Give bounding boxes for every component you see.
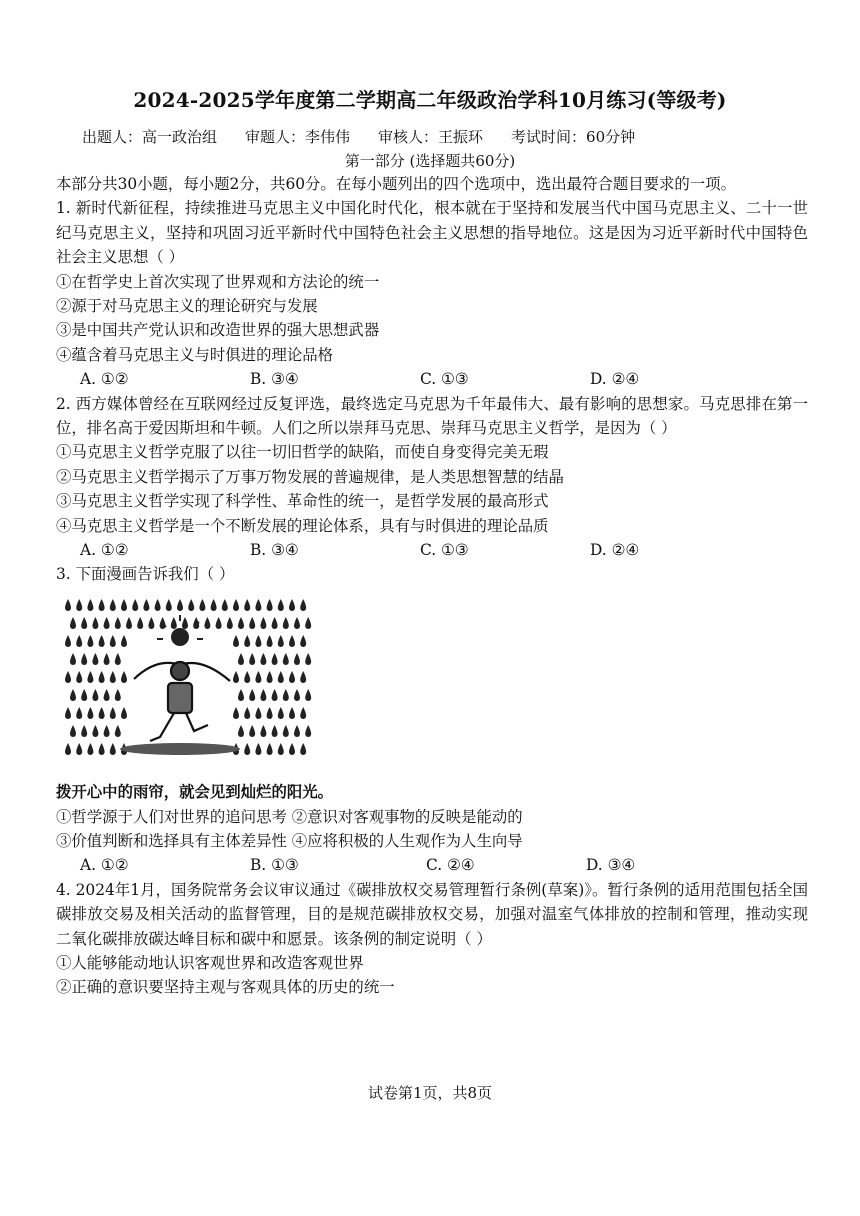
question-2-item: ③马克思主义哲学实现了科学性、革命性的统一，是哲学发展的最高形式 [56, 492, 549, 511]
raindrop [99, 635, 105, 647]
raindrop [294, 689, 300, 701]
raindrop [289, 743, 295, 755]
raindrop [305, 617, 311, 629]
raindrop [137, 617, 143, 629]
raindrop [233, 707, 239, 719]
raindrop [65, 599, 71, 611]
raindrop [267, 635, 273, 647]
raindrop [233, 599, 239, 611]
raindrop [171, 617, 177, 629]
raindrop [87, 671, 93, 683]
raindrop [255, 635, 261, 647]
option-b[interactable]: B. ③④ [250, 370, 299, 389]
ground-shadow [120, 743, 240, 755]
raindrop [272, 725, 278, 737]
question-3-options [56, 853, 808, 877]
page-footer: 试卷第1页，共8页 [367, 1084, 493, 1102]
raindrop [300, 707, 306, 719]
raindrop [99, 707, 105, 719]
raindrop [283, 725, 289, 737]
raindrop [182, 617, 188, 629]
raindrop [244, 599, 250, 611]
raindrop [289, 671, 295, 683]
raindrop [99, 599, 105, 611]
raindrop [249, 725, 255, 737]
raindrop [121, 671, 127, 683]
raindrop [148, 617, 154, 629]
raindrop [115, 617, 121, 629]
raindrop [294, 653, 300, 665]
raindrop [305, 689, 311, 701]
raindrop [294, 725, 300, 737]
raindrop [216, 617, 222, 629]
info-reviewer: 审题人：李伟伟 [245, 128, 351, 146]
raindrop [121, 599, 127, 611]
option-a[interactable]: A. ①② [80, 370, 129, 389]
raindrop [76, 707, 82, 719]
info-checker: 审核人：王振环 [378, 128, 484, 146]
raindrop [65, 635, 71, 647]
raindrop [300, 743, 306, 755]
question-2-item: ②马克思主义哲学揭示了万事万物发展的普遍规律，是人类思想智慧的结晶 [56, 467, 564, 486]
intro-text: 本部分共30小题，每小题2分，共60分。在每小题列出的四个选项中，选出最符合题目要求的一项。 [56, 175, 736, 193]
question-body [56, 172, 808, 1000]
raindrop [110, 635, 116, 647]
raindrop [272, 653, 278, 665]
question-2-item: ④马克思主义哲学是一个不断发展的理论体系，具有与时俱进的理论品质 [56, 516, 549, 535]
section-heading: 第一部分 (选择题共60分) [344, 152, 516, 170]
question-1-item: ③是中国共产党认识和改造世界的强大思想武器 [56, 321, 380, 340]
raindrop [260, 725, 266, 737]
raindrop [238, 617, 244, 629]
raindrop [177, 599, 183, 611]
raindrop [278, 599, 284, 611]
raindrop [70, 617, 76, 629]
question-1-item: ④蕴含着马克思主义与时俱进的理论品格 [56, 345, 334, 364]
raindrop [155, 599, 161, 611]
exam-info [82, 126, 635, 147]
raindrop [278, 743, 284, 755]
raindrop [65, 671, 71, 683]
raindrop [272, 617, 278, 629]
raindrop [211, 599, 217, 611]
raindrop [65, 707, 71, 719]
raindrop [300, 671, 306, 683]
raindrop [104, 725, 110, 737]
sun-icon [171, 628, 189, 646]
raindrop [81, 725, 87, 737]
raindrop [283, 653, 289, 665]
raindrop [238, 725, 244, 737]
raindrop [255, 707, 261, 719]
raindrop [249, 689, 255, 701]
raindrop [81, 653, 87, 665]
raindrop [278, 635, 284, 647]
raindrop [104, 689, 110, 701]
raindrop [300, 599, 306, 611]
option-d[interactable]: D. ②④ [590, 540, 640, 559]
question-4-item: ②正确的意识要坚持主观与客观具体的历史的统一 [56, 978, 395, 997]
raindrop [272, 689, 278, 701]
raindrop [76, 743, 82, 755]
raindrop [70, 689, 76, 701]
raindrop [244, 707, 250, 719]
option-b[interactable]: B. ③④ [250, 540, 299, 559]
raindrop [249, 617, 255, 629]
raindrop [267, 671, 273, 683]
raindrop [278, 707, 284, 719]
raindrop [255, 599, 261, 611]
raindrop [244, 671, 250, 683]
raindrop [244, 635, 250, 647]
page-title: 2024-2025学年度第二学期高二年级政治学科10月练习(等级考) [133, 88, 727, 112]
raindrop [110, 743, 116, 755]
raindrop [289, 635, 295, 647]
raindrop [104, 617, 110, 629]
raindrop [115, 725, 121, 737]
raindrop [65, 743, 71, 755]
raindrop [92, 689, 98, 701]
raindrop [143, 599, 149, 611]
option-c[interactable]: C. ①③ [420, 370, 469, 389]
raindrop [110, 707, 116, 719]
raindrop [199, 599, 205, 611]
raindrop [267, 599, 273, 611]
raindrop [76, 671, 82, 683]
raindrop [81, 617, 87, 629]
raindrop [260, 653, 266, 665]
raindrop [110, 671, 116, 683]
raindrop [87, 707, 93, 719]
raindrop [204, 617, 210, 629]
question-4-stem: 4. 2024年1月，国务院常务会议审议通过《碳排放权交易管理暂行条例(草案)》。暂行条例的适用范围包括全国碳排放交易及相关活动的监督管理，目的是规范碳排放权交易，加强对温室气体排放的控制和管理，推动实现二氧化碳排放碳达峰目标和碳中和愿景。该条例的制定说明（ ） [56, 880, 808, 948]
raindrop [70, 725, 76, 737]
raindrop [126, 617, 132, 629]
option-a[interactable]: A. ①② [80, 856, 129, 875]
option-b[interactable]: B. ①③ [250, 856, 299, 875]
raindrop [81, 689, 87, 701]
raindrop [283, 689, 289, 701]
raindrop [244, 743, 250, 755]
raindrop [255, 743, 261, 755]
raindrop [121, 707, 127, 719]
question-2-item: ①马克思主义哲学克服了以往一切旧哲学的缺陷，而使自身变得完美无瑕 [56, 443, 549, 462]
question-3-item: ①哲学源于人们对世界的追问思考 ②意识对客观事物的反映是能动的 [56, 807, 523, 826]
raindrop [92, 725, 98, 737]
option-c[interactable]: C. ①③ [420, 540, 469, 559]
raindrop [132, 599, 138, 611]
raindrop [227, 617, 233, 629]
raindrop [121, 635, 127, 647]
raindrop [70, 653, 76, 665]
raindrop [267, 743, 273, 755]
raindrop [92, 617, 98, 629]
question-1-item: ②源于对马克思主义的理论研究与发展 [56, 297, 318, 316]
raindrop [283, 617, 289, 629]
raindrop [99, 743, 105, 755]
option-c[interactable]: C. ②④ [426, 856, 475, 875]
raindrop [76, 599, 82, 611]
raindrop [294, 617, 300, 629]
raindrop [99, 671, 105, 683]
raindrop [300, 635, 306, 647]
raindrop [238, 653, 244, 665]
raindrop [115, 689, 121, 701]
raindrop [87, 635, 93, 647]
question-4-item: ①人能够能动地认识客观世界和改造客观世界 [56, 953, 364, 972]
raindrop [87, 599, 93, 611]
person-figure [134, 662, 230, 741]
raindrop [289, 599, 295, 611]
raindrop [166, 599, 172, 611]
rain-cartoon-image [62, 591, 314, 767]
raindrop [92, 653, 98, 665]
raindrop [76, 635, 82, 647]
question-2-options [56, 538, 808, 562]
question-2-stem: 2. 西方媒体曾经在互联网经过反复评选，最终选定马克思为千年最伟大、最有影响的思想家。马克思排在第一位，排名高于爱因斯坦和牛顿。人们之所以崇拜马克思、崇拜马克思主义哲学，是因为（ ） [56, 394, 808, 437]
raindrop [110, 599, 116, 611]
option-d[interactable]: D. ②④ [590, 370, 640, 389]
option-d[interactable]: D. ③④ [586, 856, 636, 875]
raindrop [255, 671, 261, 683]
question-3-item: ③价值判断和选择具有主体差异性 ④应将积极的人生观作为人生向导 [56, 831, 523, 850]
raindrop [238, 689, 244, 701]
question-3-caption: 拨开心中的雨帘，就会见到灿烂的阳光。 [56, 783, 334, 802]
raindrop [278, 671, 284, 683]
question-1-options [56, 367, 808, 391]
raindrop [104, 653, 110, 665]
raindrop [249, 653, 255, 665]
raindrop [222, 599, 228, 611]
question-1-item: ①在哲学史上首次实现了世界观和方法论的统一 [56, 272, 380, 291]
raindrop [87, 743, 93, 755]
raindrop [233, 635, 239, 647]
question-1-stem: 1. 新时代新征程，持续推进马克思主义中国化时代化，根本就在于坚持和发展当代中国马克思主义、二十一世纪马克思主义，坚持和巩固习近平新时代中国特色社会主义思想的指导地位。这是因为习近平新时代中国特色社会主义思想（ ） [56, 199, 808, 267]
raindrop [233, 671, 239, 683]
raindrop [260, 689, 266, 701]
raindrop [267, 707, 273, 719]
raindrop [305, 725, 311, 737]
raindrop [115, 653, 121, 665]
raindrop [188, 599, 194, 611]
info-time: 考试时间：60分钟 [511, 128, 636, 146]
raindrop [305, 653, 311, 665]
info-author: 出题人：高一政治组 [82, 128, 218, 146]
raindrop [289, 707, 295, 719]
raindrop [260, 617, 266, 629]
option-a[interactable]: A. ①② [80, 540, 129, 559]
question-3-stem: 3. 下面漫画告诉我们（ ） [56, 565, 235, 584]
